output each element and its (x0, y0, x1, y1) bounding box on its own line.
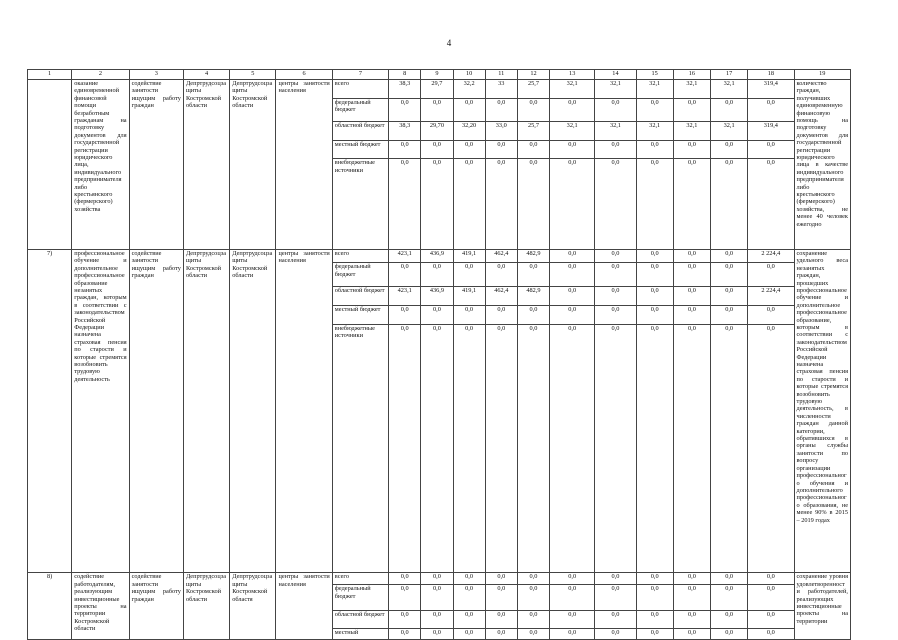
funding-value: 29,70 (421, 121, 453, 140)
funding-value: 0,0 (748, 585, 794, 611)
funding-value: 0,0 (595, 287, 636, 306)
column-number: 7 (332, 70, 388, 80)
funding-value: 0,0 (636, 159, 673, 250)
funding-value: 0,0 (673, 287, 710, 306)
funding-value: 0,0 (421, 324, 453, 572)
funding-value: 0,0 (711, 159, 748, 250)
event-content: содействие занятости ищущим работу граждан (129, 249, 183, 572)
funding-value: 0,0 (673, 573, 710, 585)
funding-value: 0,0 (595, 159, 636, 250)
column-number: 4 (183, 70, 229, 80)
funding-value: 0,0 (389, 98, 421, 121)
column-number: 1 (28, 70, 72, 80)
funding-value: 0,0 (711, 287, 748, 306)
column-number: 16 (673, 70, 710, 80)
column-number: 10 (453, 70, 485, 80)
funding-value: 2 224,4 (748, 249, 794, 262)
funding-value: 0,0 (748, 159, 794, 250)
funding-value: 33 (485, 79, 517, 98)
funding-value: 0,0 (748, 611, 794, 629)
funding-source: всего (332, 79, 388, 98)
funding-value: 32,1 (636, 121, 673, 140)
funding-value: 32,1 (595, 79, 636, 98)
funding-source: местный бюджет (332, 306, 388, 325)
funding-source: областной бюджет (332, 611, 388, 629)
funding-value: 25,7 (517, 79, 549, 98)
funding-value: 0,0 (550, 629, 595, 640)
participants: центры занятости населения (276, 249, 332, 572)
funding-value: 0,0 (550, 249, 595, 262)
funding-value: 0,0 (550, 324, 595, 572)
funding-value: 0,0 (453, 98, 485, 121)
funding-value: 32,1 (550, 121, 595, 140)
column-number: 19 (794, 70, 851, 80)
funding-value: 0,0 (636, 585, 673, 611)
funding-value: 0,0 (595, 611, 636, 629)
funding-value: 0,0 (711, 573, 748, 585)
column-number: 5 (230, 70, 276, 80)
event-name: профессиональное обучение и дополнительное профессиональное образование незанятых граждан, которым в соответствии с законодательством Российской Федерации назначена страховая пенсия по старости и которые стремятся возобновить трудовую деятельность (72, 249, 129, 572)
column-number: 9 (421, 70, 453, 80)
funding-value: 419,1 (453, 287, 485, 306)
funding-value: 0,0 (517, 98, 549, 121)
funding-value: 0,0 (517, 306, 549, 325)
funding-source: федеральный бюджет (332, 98, 388, 121)
funding-value: 0,0 (517, 159, 549, 250)
funding-value: 0,0 (389, 159, 421, 250)
funding-value: 0,0 (595, 249, 636, 262)
funding-value: 0,0 (453, 306, 485, 325)
funding-value: 32,1 (673, 121, 710, 140)
funding-value: 419,1 (453, 249, 485, 262)
funding-value: 0,0 (550, 140, 595, 159)
column-number: 8 (389, 70, 421, 80)
column-number: 18 (748, 70, 794, 80)
funding-value: 0,0 (550, 159, 595, 250)
target-indicator: количество граждан, получивших единовременную финансовую помощь на подготовку документов для государственной регистрации юридического лица в качестве индивидуального предпринимателя либо крестьянского (фермерского) хозяйства, не менее 40 человек ежегодно (794, 79, 851, 249)
item-number (28, 79, 72, 249)
co-executor: Депртрудсоцзащиты Костромской областя (230, 573, 276, 640)
funding-value: 29,7 (421, 79, 453, 98)
funding-value: 423,1 (389, 287, 421, 306)
column-number: 13 (550, 70, 595, 80)
funding-value: 0,0 (636, 140, 673, 159)
funding-source: внебюджетные источники (332, 159, 388, 250)
funding-value: 0,0 (389, 306, 421, 325)
funding-value: 0,0 (485, 629, 517, 640)
participants: центры занятости населения (276, 573, 332, 640)
co-executor: Депртрудсоцзащиты Костромской области (230, 249, 276, 572)
funding-value: 0,0 (673, 263, 710, 287)
funding-value: 482,9 (517, 249, 549, 262)
funding-value: 0,0 (517, 573, 549, 585)
funding-value: 32,1 (550, 79, 595, 98)
funding-value: 2 224,4 (748, 287, 794, 306)
item-number: 7) (28, 249, 72, 572)
responsible-executor: Депртрудсоцзащиты Костромской области (183, 79, 229, 249)
funding-value: 0,0 (595, 306, 636, 325)
event-name: оказание единовременной финансовой помощи безработным гражданам на подготовку документов для государственной регистрации юридического лица, индивидуального предпринимателя либо крестьянского (фермерского) хозяйства (72, 79, 129, 249)
target-indicator: сохранение удельного веса незанятых граждан, прошедших профессиональное обучение и дополнительное профессиональное образование, которым в соответствии с законодательством Российской Федерации назначена страховая пенсия по старости и которые стремятся возобновить трудовую деятельность, в численности граждан данной категории, обратившихся в органы службы занятости по вопросу организации профессионального обучения и дополнительного профессионального образования, не менее 90% в 2015 – 2019 годах (794, 249, 851, 572)
funding-value: 0,0 (636, 573, 673, 585)
funding-value: 0,0 (748, 263, 794, 287)
funding-value: 0,0 (748, 573, 794, 585)
funding-value: 0,0 (485, 263, 517, 287)
funding-value: 0,0 (673, 249, 710, 262)
funding-value: 0,0 (517, 140, 549, 159)
column-number: 6 (276, 70, 332, 80)
funding-source: областной бюджет (332, 287, 388, 306)
funding-value: 0,0 (517, 629, 549, 640)
funding-source: местный бюджет (332, 140, 388, 159)
funding-value: 0,0 (517, 585, 549, 611)
column-number: 15 (636, 70, 673, 80)
column-number: 11 (485, 70, 517, 80)
funding-value: 0,0 (673, 585, 710, 611)
participants: центры занятости населения (276, 79, 332, 249)
funding-value: 0,0 (485, 573, 517, 585)
funding-value: 0,0 (421, 629, 453, 640)
funding-value: 32,1 (711, 79, 748, 98)
funding-value: 0,0 (636, 629, 673, 640)
funding-value: 25,7 (517, 121, 549, 140)
funding-value: 0,0 (595, 263, 636, 287)
responsible-executor: Депртрудсоцзащиты Костромской области (183, 573, 229, 640)
funding-value: 0,0 (550, 306, 595, 325)
funding-value: 0,0 (673, 140, 710, 159)
column-number: 3 (129, 70, 183, 80)
funding-value: 319,4 (748, 79, 794, 98)
funding-value: 0,0 (636, 263, 673, 287)
funding-value: 0,0 (550, 573, 595, 585)
funding-value: 0,0 (711, 249, 748, 262)
column-number: 12 (517, 70, 549, 80)
funding-value: 32,1 (673, 79, 710, 98)
funding-value: 0,0 (748, 140, 794, 159)
funding-value: 0,0 (453, 573, 485, 585)
funding-value: 38,3 (389, 121, 421, 140)
header-row (28, 70, 851, 80)
funding-value: 0,0 (711, 140, 748, 159)
funding-row (28, 249, 851, 262)
funding-value: 0,0 (421, 140, 453, 159)
program-table (27, 69, 851, 640)
funding-value: 0,0 (517, 263, 549, 287)
funding-value: 0,0 (636, 287, 673, 306)
funding-source: федеральный бюджет (332, 263, 388, 287)
funding-value: 0,0 (389, 629, 421, 640)
funding-value: 33,0 (485, 121, 517, 140)
funding-value: 0,0 (711, 306, 748, 325)
funding-value: 0,0 (453, 263, 485, 287)
column-number: 17 (711, 70, 748, 80)
funding-value: 0,0 (636, 306, 673, 325)
funding-source: местный (332, 629, 388, 640)
column-number: 2 (72, 70, 129, 80)
funding-value: 0,0 (595, 585, 636, 611)
funding-value: 0,0 (485, 611, 517, 629)
funding-value: 0,0 (595, 140, 636, 159)
funding-value: 0,0 (421, 98, 453, 121)
funding-value: 0,0 (673, 324, 710, 572)
funding-row (28, 573, 851, 585)
funding-value: 0,0 (550, 98, 595, 121)
funding-value: 0,0 (711, 324, 748, 572)
funding-value: 0,0 (421, 159, 453, 250)
funding-value: 0,0 (485, 159, 517, 250)
funding-value: 436,9 (421, 249, 453, 262)
funding-value: 0,0 (389, 611, 421, 629)
funding-value: 0,0 (673, 629, 710, 640)
funding-value: 32,1 (636, 79, 673, 98)
target-indicator: сохранение уровня удовлетворенности работодателей, реализующих инвестиционные проекты на территории (794, 573, 851, 640)
funding-value: 423,1 (389, 249, 421, 262)
funding-source: федеральный бюджет (332, 585, 388, 611)
funding-value: 0,0 (711, 98, 748, 121)
event-content: содействие занятости ищущим работу граждан (129, 573, 183, 640)
funding-value: 0,0 (711, 629, 748, 640)
funding-value: 0,0 (748, 306, 794, 325)
funding-value: 482,9 (517, 287, 549, 306)
event-name: содействие работодателям, реализующим инвестиционные проекты на территории Костромской области (72, 573, 129, 640)
funding-value: 32,1 (595, 121, 636, 140)
funding-source: всего (332, 249, 388, 262)
funding-value: 0,0 (421, 306, 453, 325)
funding-value: 0,0 (636, 249, 673, 262)
funding-value: 0,0 (595, 98, 636, 121)
funding-value: 0,0 (389, 263, 421, 287)
funding-value: 0,0 (453, 629, 485, 640)
funding-value: 0,0 (748, 324, 794, 572)
funding-value: 0,0 (389, 140, 421, 159)
funding-value: 0,0 (485, 98, 517, 121)
event-content: содействие занятости ищущим работу граждан (129, 79, 183, 249)
funding-value: 0,0 (421, 585, 453, 611)
funding-value: 0,0 (453, 324, 485, 572)
funding-value: 0,0 (485, 306, 517, 325)
funding-value: 0,0 (485, 585, 517, 611)
funding-value: 0,0 (711, 611, 748, 629)
funding-value: 0,0 (550, 263, 595, 287)
funding-source: всего (332, 573, 388, 585)
funding-value: 0,0 (485, 324, 517, 572)
funding-value: 0,0 (636, 98, 673, 121)
funding-value: 0,0 (421, 263, 453, 287)
funding-value: 0,0 (453, 140, 485, 159)
funding-value: 0,0 (595, 573, 636, 585)
funding-source: внебюджетные источники (332, 324, 388, 572)
funding-value: 0,0 (453, 611, 485, 629)
funding-value: 0,0 (421, 611, 453, 629)
co-executor: Депртрудсоцзащиты Костромской области (230, 79, 276, 249)
funding-value: 0,0 (673, 306, 710, 325)
funding-value: 0,0 (453, 585, 485, 611)
funding-value: 0,0 (636, 611, 673, 629)
funding-value: 0,0 (673, 98, 710, 121)
funding-value: 0,0 (550, 585, 595, 611)
funding-value: 0,0 (673, 159, 710, 250)
funding-source: областной бюджет (332, 121, 388, 140)
funding-value: 0,0 (748, 98, 794, 121)
funding-value: 32,1 (711, 121, 748, 140)
funding-value: 0,0 (748, 629, 794, 640)
funding-row (28, 79, 851, 98)
funding-value: 436,9 (421, 287, 453, 306)
funding-value: 0,0 (711, 585, 748, 611)
column-number: 14 (595, 70, 636, 80)
funding-value: 0,0 (550, 287, 595, 306)
funding-value: 38,3 (389, 79, 421, 98)
funding-value: 0,0 (485, 140, 517, 159)
funding-value: 0,0 (595, 629, 636, 640)
funding-value: 0,0 (550, 611, 595, 629)
page-number: 4 (446, 38, 452, 48)
funding-value: 319,4 (748, 121, 794, 140)
funding-value: 0,0 (517, 324, 549, 572)
funding-value: 0,0 (389, 585, 421, 611)
funding-value: 32,20 (453, 121, 485, 140)
responsible-executor: Депртрудсоцзащиты Костромской области (183, 249, 229, 572)
funding-value: 0,0 (517, 611, 549, 629)
funding-value: 462,4 (485, 249, 517, 262)
funding-value: 32,2 (453, 79, 485, 98)
funding-value: 462,4 (485, 287, 517, 306)
funding-value: 0,0 (595, 324, 636, 572)
funding-value: 0,0 (389, 573, 421, 585)
funding-value: 0,0 (453, 159, 485, 250)
funding-value: 0,0 (711, 263, 748, 287)
item-number: 8) (28, 573, 72, 640)
funding-value: 0,0 (421, 573, 453, 585)
funding-value: 0,0 (673, 611, 710, 629)
funding-value: 0,0 (636, 324, 673, 572)
funding-value: 0,0 (389, 324, 421, 572)
